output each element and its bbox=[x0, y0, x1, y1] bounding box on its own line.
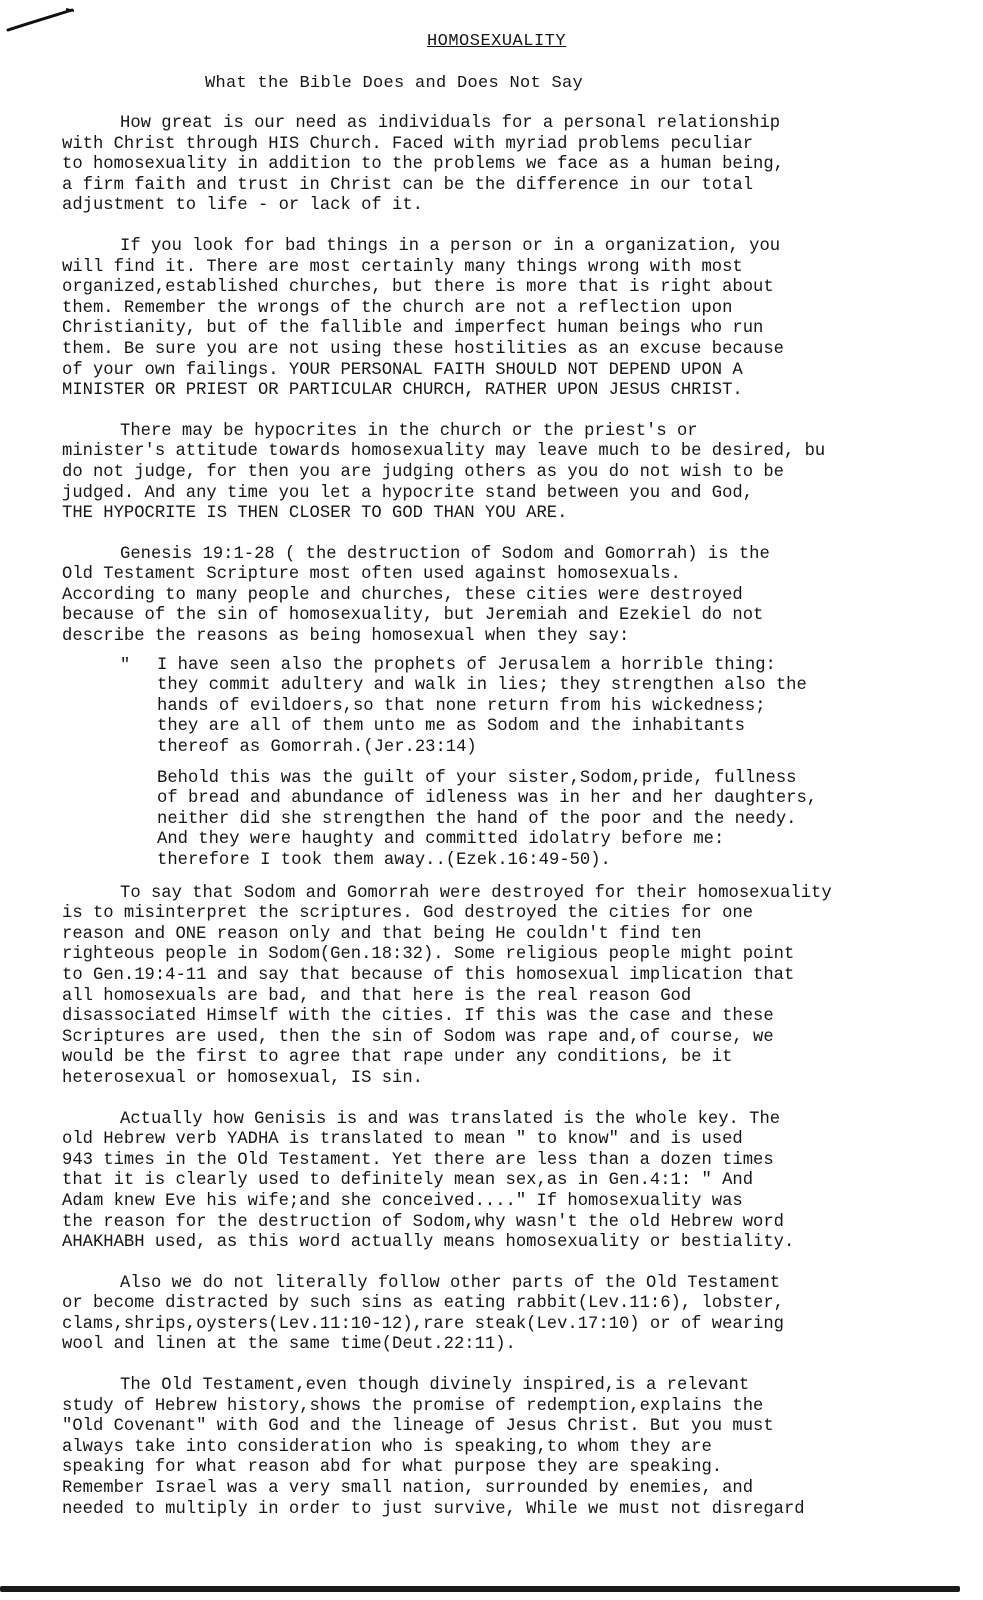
quote-ezekiel: Behold this was the guilt of your sister,Sodom,pride, fullness of bread and abundance of idleness was in her and her daughters, neither did she strengthen the hand of the poor and the needy. And they were haughty and committed idolatry before me: therefore I took them away..(Ezek.16:49-50). bbox=[157, 768, 818, 870]
paragraph-6: Actually how Genisis is and was translated is the whole key. The old Hebrew verb YADHA is translated to mean " to know" and is used 943 times in the Old Testament. Yet there are less than a dozen times that it is clearly used to definitely mean sex,as in Gen.4:1: " And Adam knew Eve his wife;and she conceived...." If homosexuality was the reason for the destruction of Sodom,why wasn't the old Hebrew word AHAKHABH used, as this word actually means homosexuality or bestiality. bbox=[62, 1109, 795, 1253]
paragraph-2: If you look for bad things in a person or in a organization, you will find it. There are most certainly many things wrong with most organized,established churches, but there is more that is right about them. Remember the wrongs of the church are not a reflection upon Christianity, but of the fallible and imperfect human beings who run them. Be sure you are not using these hostilities as an excuse because of your own failings. YOUR PERSONAL FAITH SHOULD NOT DEPEND UPON A MINISTER OR PRIEST OR PARTICULAR CHURCH, RATHER UPON JESUS CHRIST. bbox=[62, 236, 784, 401]
paragraph-7: Also we do not literally follow other parts of the Old Testament or become distracted by such sins as eating rabbit(Lev.11:6), lobster, clams,shrips,oysters(Lev.11:10-12),rare steak(Lev.17:10) or of wearing wool and linen at the same time(Deut.22:11). bbox=[62, 1273, 784, 1355]
paragraph-5: To say that Sodom and Gomorrah were destroyed for their homosexuality is to misinterpret the scriptures. God destroyed the cities for one reason and ONE reason only and that being He couldn't find ten righteous people in Sodom(Gen.18:32). Some religious people might point to Gen.19:4-11 and say that because of this homosexual implication that all homosexuals are bad, and that here is the real reason God disassociated Himself with the cities. If this was the case and these Scriptures are used, then the sin of Sodom was rape and,of course, we would be the first to agree that rape under any conditions, be it heterosexual or homosexual, IS sin. bbox=[62, 883, 832, 1088]
document-body bbox=[62, 114, 972, 1540]
quote-mark: " bbox=[120, 655, 131, 675]
bottom-edge-line bbox=[0, 1586, 960, 1592]
paragraph-8: The Old Testament,even though divinely inspired,is a relevant study of Hebrew history,shows the promise of redemption,explains the "Old Covenant" with God and the lineage of Jesus Christ. But you must always take into consideration who is speaking,to whom they are speaking for what reason abd for what purpose they are speaking. Remember Israel was a very small nation, surrounded by enemies, and needed to multiply in order to just survive, While we must not disregard bbox=[62, 1376, 805, 1519]
paragraph-1: How great is our need as individuals for a personal relationship with Christ through HIS Church. Faced with myriad problems peculiar to homosexuality in addition to the problems we face as a human being, a firm faith and trust in Christ can be the difference in our total adjustment to life - or lack of it. bbox=[62, 114, 784, 216]
document-subtitle: What the Bible Does and Does Not Say bbox=[205, 74, 584, 93]
paragraph-3: There may be hypocrites in the church or the priest's or minister's attitude towards homosexuality may leave much to be desired, bu do not judge, for then you are judging others as you do not wish to be judged. And any time you let a hypocrite stand between you and God, THE HYPOCRITE IS THEN CLOSER TO GOD THAN YOU ARE. bbox=[62, 421, 826, 524]
document-title: HOMOSEXUALITY bbox=[426, 32, 567, 51]
paragraph-4: Genesis 19:1-28 ( the destruction of Sodom and Gomorrah) is the Old Testament Scripture most often used against homosexuals. According to many people and churches, these cities were destroyed because of the sin of homosexuality, but Jeremiah and Ezekiel do not describe the reasons as being homosexual when they say: bbox=[62, 544, 770, 647]
quote-jeremiah: I have seen also the prophets of Jerusalem a horrible thing: they commit adultery and walk in lies; they strengthen also the hands of evildoers,so that none return from his wickedness; they are all of them unto me as Sodom and the inhabitants thereof as Gomorrah.(Jer.23:14) bbox=[157, 655, 807, 758]
scripture-quotes bbox=[62, 656, 972, 872]
